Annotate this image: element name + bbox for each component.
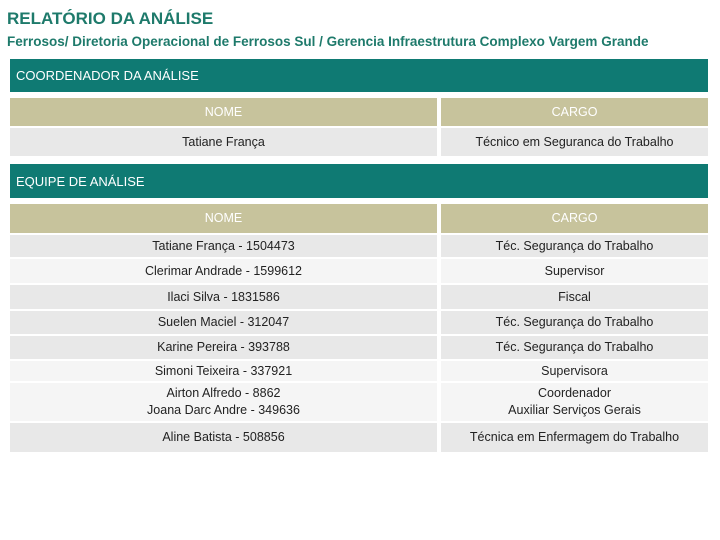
page-title: RELATÓRIO DA ANÁLISE	[7, 9, 214, 28]
team-col-name-header: NOME	[10, 204, 437, 233]
team-row-role: Téc. Segurança do Trabalho	[441, 235, 708, 257]
team-row-name: Aline Batista - 508856	[10, 423, 437, 452]
team-row-role: Fiscal	[441, 285, 708, 309]
team-row-name: Tatiane França - 1504473	[10, 235, 437, 257]
coordinator-name: Tatiane França	[10, 128, 437, 156]
coordinator-col-role-header: CARGO	[441, 98, 708, 126]
coordinator-col-name-header: NOME	[10, 98, 437, 126]
team-row-name-block	[10, 383, 437, 421]
team-section-title: EQUIPE DE ANÁLISE	[10, 164, 708, 198]
team-row-name: Suelen Maciel - 312047	[10, 311, 437, 334]
team-row-role: Téc. Segurança do Trabalho	[441, 311, 708, 334]
team-row-name: Karine Pereira - 393788	[10, 336, 437, 359]
page-subtitle: Ferrosos/ Diretoria Operacional de Ferrosos Sul / Gerencia Infraestrutura Complexo Vargem Grande	[7, 34, 649, 49]
team-row-role: Coordenador	[538, 386, 611, 401]
team-row-role: Supervisor	[441, 259, 708, 283]
team-row-role: Técnica em Enfermagem do Trabalho	[441, 423, 708, 452]
coordinator-role: Técnico em Seguranca do Trabalho	[441, 128, 708, 156]
team-row-name: Joana Darc Andre - 349636	[147, 403, 300, 417]
team-col-role-header: CARGO	[441, 204, 708, 233]
coordinator-section-title: COORDENADOR DA ANÁLISE	[10, 59, 708, 92]
team-row-role: Supervisora	[441, 361, 708, 381]
team-row-role: Auxiliar Serviços Gerais	[508, 403, 641, 417]
team-row-name: Clerimar Andrade - 1599612	[10, 259, 437, 283]
team-row-role-block	[441, 383, 708, 421]
team-row-name: Ilaci Silva - 1831586	[10, 285, 437, 309]
team-row-name: Airton Alfredo - 8862	[166, 386, 281, 401]
team-row-role: Téc. Segurança do Trabalho	[441, 336, 708, 359]
team-row-name: Simoni Teixeira - 337921	[10, 361, 437, 381]
